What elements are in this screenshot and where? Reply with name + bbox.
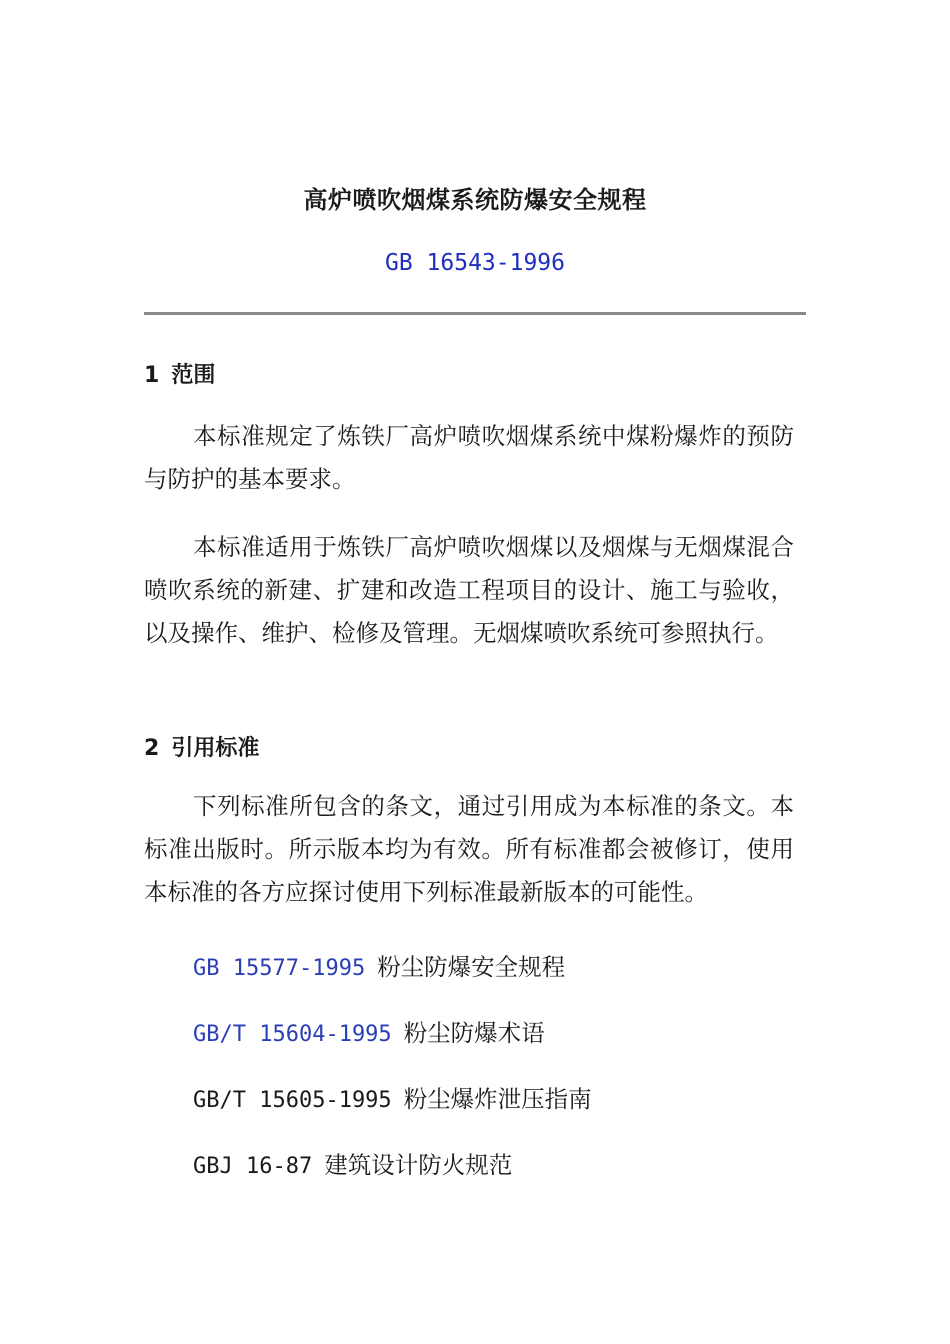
title-divider [144, 312, 806, 315]
section-number: 1 [144, 363, 160, 388]
reference-name: 建筑设计防火规范 [324, 1151, 513, 1179]
reference-item [193, 948, 565, 982]
reference-code: GBJ 16-87 [193, 1154, 313, 1179]
reference-item [193, 1080, 592, 1114]
references-paragraph: 下列标准所包含的条文，通过引用成为本标准的条文。本标准出版时。所示版本均为有效。所有标准都会被修订，使用本标准的各方应探讨使用下列标准最新版本的可能性。 [144, 792, 794, 906]
reference-name: 粉尘爆炸泄压指南 [403, 1085, 592, 1113]
scope-paragraph-2: 本标准适用于炼铁厂高炉喷吹烟煤以及烟煤与无烟煤混合喷吹系统的新建、扩建和改造工程项目的设计、施工与验收，以及操作、维护、检修及管理。无烟煤喷吹系统可参照执行。 [144, 533, 794, 647]
reference-item [193, 1014, 545, 1048]
section-number: 2 [144, 736, 160, 761]
reference-name: 粉尘防爆术语 [403, 1019, 545, 1047]
section-heading-references [144, 731, 259, 762]
reference-code-link[interactable]: GB 15577-1995 [193, 956, 366, 981]
scope-paragraph-1: 本标准规定了炼铁厂高炉喷吹烟煤系统中煤粉爆炸的预防与防护的基本要求。 [144, 422, 794, 493]
reference-item [193, 1146, 512, 1180]
reference-code-link[interactable]: GB/T 15604-1995 [193, 1022, 392, 1047]
section-title: 引用标准 [171, 736, 260, 761]
document-title: 高炉喷吹烟煤系统防爆安全规程 [303, 186, 647, 214]
document-code-link[interactable]: GB 16543-1996 [384, 250, 565, 276]
reference-name: 粉尘防爆安全规程 [377, 953, 566, 981]
reference-code: GB/T 15605-1995 [193, 1088, 392, 1113]
section-heading-scope [144, 358, 215, 389]
section-title: 范围 [171, 363, 216, 388]
